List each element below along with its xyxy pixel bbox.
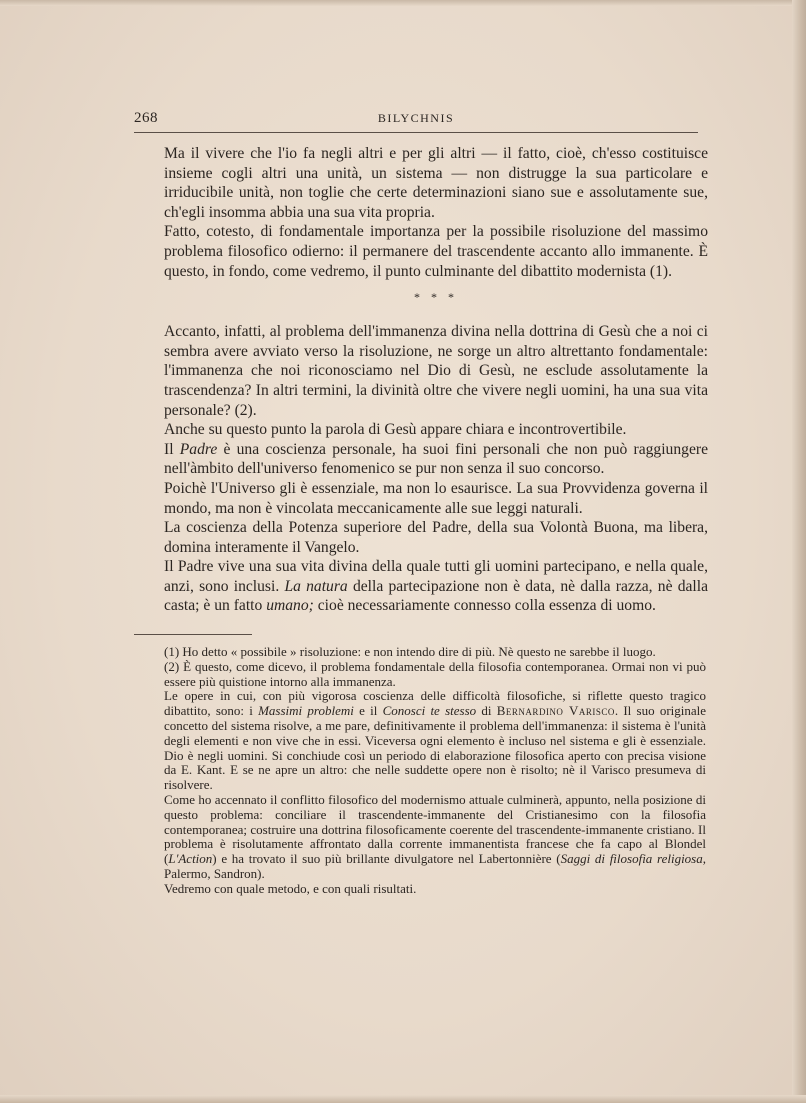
text-run: Il Padre vive una sua vita divina della quale tutti gli uomini partecipano, e nella quale, anzi, sono inclusi. [164, 558, 708, 595]
section-separator: * * * [414, 290, 458, 305]
italic-text: L'Action [168, 851, 213, 867]
text-run: della partecipazione non è data, nè dalla razza, nè dalla casta; è un fatto [164, 577, 708, 615]
text-run: cioè necessariamente connesso colla essenza di uomo. [317, 597, 656, 615]
text-run: Il [164, 440, 174, 458]
paragraph: Ma il vivere che l'io fa negli altri e per gli altri — il fatto, cioè, ch'esso costituisce insieme cogli altri una unità, un sistema — non distrugge la sua particolare e irriducibile unità, non toglie che certe determinazioni siano sue e assolutamente sue, ch'egli insomma abbia una sua vita propria. [164, 145, 708, 221]
paragraph: Accanto, infatti, al problema dell'immanenza divina nella dottrina di Gesù che a noi ci sembra avere avviato verso la risoluzione, ne sorge un altro altrettanto fondamentale: l'immanenza che noi riconosciamo nel Dio di Gesù, ne esclude assolutamente la trascendenza? In altri termini, la divinità oltre che vivere negli uomini, ha una sua vita personale? (2). [164, 323, 708, 419]
text-run: Come ho accennato il conflitto filosofico del modernismo attuale culminerà, appunto, nella posizione di questo problema: conciliare il trascendente-immanente del Cristianesimo con la filosofia contemporanea; costruire una dottrina filosoficamente coerente del trascendente-immanente cristiano. Il problema è risolutamente affrontato dalla corrente immanentista francese che fa capo al Blondel ( [164, 791, 706, 867]
text-run: ) e ha trovato il suo più brillante divulgatore nel Labertonnière ( [212, 851, 561, 867]
paragraph [164, 440, 708, 479]
page-bottom-edge [0, 1095, 806, 1103]
footnote: (2) È questo, come dicevo, il problema fondamentale della filosofia contemporanea. Ormai non vi può essere più quistione intorno alla immanenza. [164, 658, 706, 689]
page-header [134, 110, 698, 132]
header-rule [134, 132, 698, 133]
footnote-rule [134, 634, 252, 635]
author-name: Bernardino Varisco [496, 703, 615, 719]
text-run: è una coscienza personale, ha suoi fini personali che non può raggiungere nell'àmbito dell'universo fenomenico se pur non senza il suo concorso. [164, 440, 708, 478]
footnote: (1) Ho detto « possibile » risoluzione: e non intendo dire di più. Nè questo ne sarebbe il luogo. [164, 644, 656, 659]
paragraph: La coscienza della Potenza superiore del Padre, della sua Volontà Buona, ma libera, domina interamente il Vangelo. [164, 519, 708, 556]
italic-text: Padre [179, 440, 218, 458]
paragraph: Anche su questo punto la parola di Gesù appare chiara e incontrovertibile. [164, 421, 627, 439]
text-run: . Il suo originale concetto del sistema risolve, a me pare, definitivamente il problema dell'immanenza: il sistema è l'unità degli elementi e non vive che in essi. Viceversa ogni elemento è incluso nel sistema e gli è essenziale. Dio è negli uomini. Si conchiude così un periodo di elaborazione filosofica aperto con precisa visione da E. Kant. E se ne apre un altro: che nelle suddette opere non è risolto; nè il Varisco presumeva di risolvere. [164, 703, 707, 793]
running-head: BILYCHNIS [377, 111, 455, 125]
text-run: Le opere in cui, con più vigorosa coscienza delle difficoltà filosofiche, si riflette questo tragico dibattito, sono: i [164, 688, 706, 719]
main-text [164, 144, 708, 616]
footnotes [164, 645, 706, 897]
paragraph: Poichè l'Universo gli è essenziale, ma non lo esaurisce. La sua Provvidenza governa il mondo, ma non è vincolata meccanicamente alle sue leggi naturali. [164, 479, 708, 517]
paragraph: Fatto, cotesto, di fondamentale importanza per la possibile risoluzione del massimo problema filosofico odierno: il permanere del trascendente accanto allo immanente. È questo, in fondo, come vedremo, il punto culminante del dibattito modernista (1). [164, 223, 708, 280]
footnote [164, 793, 706, 882]
footnote: Vedremo con quale metodo, e con quali risultati. [164, 880, 417, 896]
italic-text: Conosci te stesso [382, 703, 477, 719]
text-run: e il [359, 703, 378, 719]
italic-text: Saggi di filosofia religiosa [560, 851, 703, 867]
italic-text: Massimi problemi [258, 703, 354, 719]
page-number: 268 [134, 110, 158, 126]
italic-text: umano; [266, 597, 314, 615]
page-right-edge [792, 0, 806, 1103]
italic-text: La natura [284, 577, 348, 595]
paragraph [164, 557, 708, 616]
text-run: , Palermo, Sandron). [164, 851, 706, 881]
page-top-edge [0, 0, 806, 6]
text-run: di [481, 703, 492, 719]
footnote [164, 689, 706, 793]
